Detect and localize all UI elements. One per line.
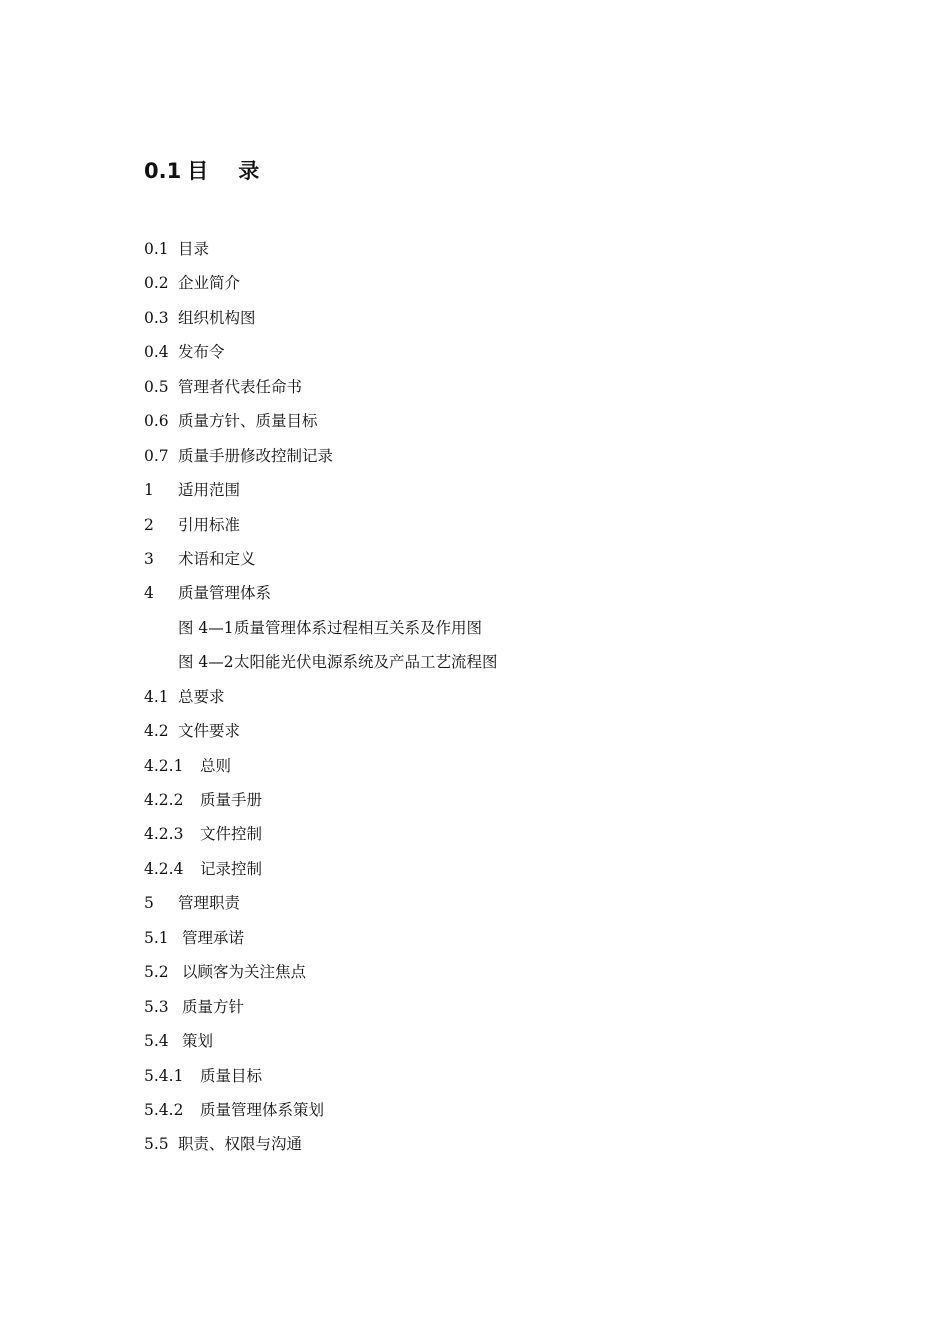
toc-item <box>144 303 844 337</box>
toc-item-title: 记录控制 <box>200 859 263 878</box>
title-number: 0.1 <box>144 159 182 183</box>
toc-item-number: 5.3 <box>144 997 169 1016</box>
toc-item-title: 质量手册修改控制记录 <box>178 446 334 465</box>
toc-item <box>144 234 844 268</box>
toc-item-title: 职责、权限与沟通 <box>178 1135 303 1154</box>
toc-item-title: 以顾客为关注焦点 <box>182 963 307 982</box>
toc-item <box>144 682 844 716</box>
toc-item-number: 0.5 <box>144 377 169 396</box>
toc-item-title: 适用范围 <box>178 481 241 500</box>
toc-item-title: 企业简介 <box>178 274 241 293</box>
toc-item-title: 质量方针 <box>182 997 245 1016</box>
toc-item-number: 4.2.3 <box>144 825 184 844</box>
toc-item-title: 策划 <box>182 1032 214 1051</box>
toc-item-title: 文件要求 <box>178 722 241 741</box>
toc-figure-item <box>144 647 844 681</box>
toc-item <box>144 854 844 888</box>
toc-item-title: 管理者代表任命书 <box>178 377 303 396</box>
toc-item <box>144 510 844 544</box>
toc-item-number: 图 4—1 <box>178 618 234 637</box>
toc-item-title: 引用标准 <box>178 515 241 534</box>
toc-item <box>144 475 844 509</box>
toc-item-number: 5.1 <box>144 928 169 947</box>
toc-item <box>144 1129 844 1163</box>
toc-item-title: 总要求 <box>178 687 225 706</box>
toc-figure-item <box>144 613 844 647</box>
toc-item-number: 5.4.2 <box>144 1100 184 1119</box>
toc-item-title: 总则 <box>200 756 232 775</box>
toc-item-number: 4.2.2 <box>144 791 184 809</box>
toc-item-number: 0.3 <box>144 308 169 327</box>
toc-item-title: 太阳能光伏电源系统及产品工艺流程图 <box>234 653 498 672</box>
table-of-contents <box>144 234 844 1164</box>
toc-item-title: 质量管理体系策划 <box>200 1100 325 1119</box>
toc-item-number: 4 <box>144 584 154 603</box>
toc-item-number: 4.2.4 <box>144 859 184 878</box>
toc-item-number: 0.2 <box>144 274 169 293</box>
toc-item <box>144 785 844 819</box>
toc-item <box>144 1061 844 1095</box>
title-word-1: 目 <box>187 159 209 183</box>
toc-item-title: 管理承诺 <box>182 928 245 947</box>
page-title <box>144 156 259 186</box>
toc-item-number: 4.1 <box>144 687 169 706</box>
toc-item-number: 4.2 <box>144 722 169 741</box>
toc-item-number: 5.4.1 <box>144 1066 184 1085</box>
toc-item <box>144 544 844 578</box>
toc-item-number: 5.4 <box>144 1032 169 1051</box>
toc-item <box>144 819 844 853</box>
toc-item-title: 目录 <box>178 240 210 258</box>
toc-item-title: 质量方针、质量目标 <box>178 412 318 431</box>
toc-item-title: 管理职责 <box>178 894 241 913</box>
toc-item <box>144 441 844 475</box>
toc-item-title: 组织机构图 <box>178 308 256 327</box>
toc-item-title: 文件控制 <box>200 825 263 844</box>
toc-item-number: 5 <box>144 894 154 913</box>
toc-item <box>144 1095 844 1129</box>
toc-item-title: 质量管理体系过程相互关系及作用图 <box>234 618 483 637</box>
toc-item-title: 质量手册 <box>200 791 263 809</box>
toc-item <box>144 372 844 406</box>
toc-item <box>144 716 844 750</box>
toc-item <box>144 268 844 302</box>
toc-item <box>144 957 844 991</box>
toc-item-title: 发布令 <box>178 343 225 362</box>
toc-item-title: 术语和定义 <box>178 549 256 568</box>
toc-item <box>144 406 844 440</box>
title-word-2: 录 <box>238 159 260 183</box>
toc-item-number: 0.6 <box>144 412 169 431</box>
toc-item-number: 0.7 <box>144 446 169 465</box>
toc-item-number: 5.5 <box>144 1135 169 1154</box>
toc-item <box>144 992 844 1026</box>
toc-item-number: 3 <box>144 549 154 568</box>
toc-item <box>144 888 844 922</box>
toc-item <box>144 337 844 371</box>
toc-item-number: 5.2 <box>144 963 169 982</box>
toc-item <box>144 1026 844 1060</box>
toc-item-number: 1 <box>144 481 154 500</box>
toc-item-number: 2 <box>144 515 154 534</box>
toc-item-number: 4.2.1 <box>144 756 184 775</box>
toc-item-title: 质量目标 <box>200 1066 263 1085</box>
toc-item-number: 0.1 <box>144 240 169 258</box>
toc-item-title: 质量管理体系 <box>178 584 272 603</box>
toc-item <box>144 578 844 612</box>
toc-item <box>144 751 844 785</box>
toc-item <box>144 923 844 957</box>
toc-item-number: 0.4 <box>144 343 169 362</box>
toc-item-number: 图 4—2 <box>178 653 234 672</box>
